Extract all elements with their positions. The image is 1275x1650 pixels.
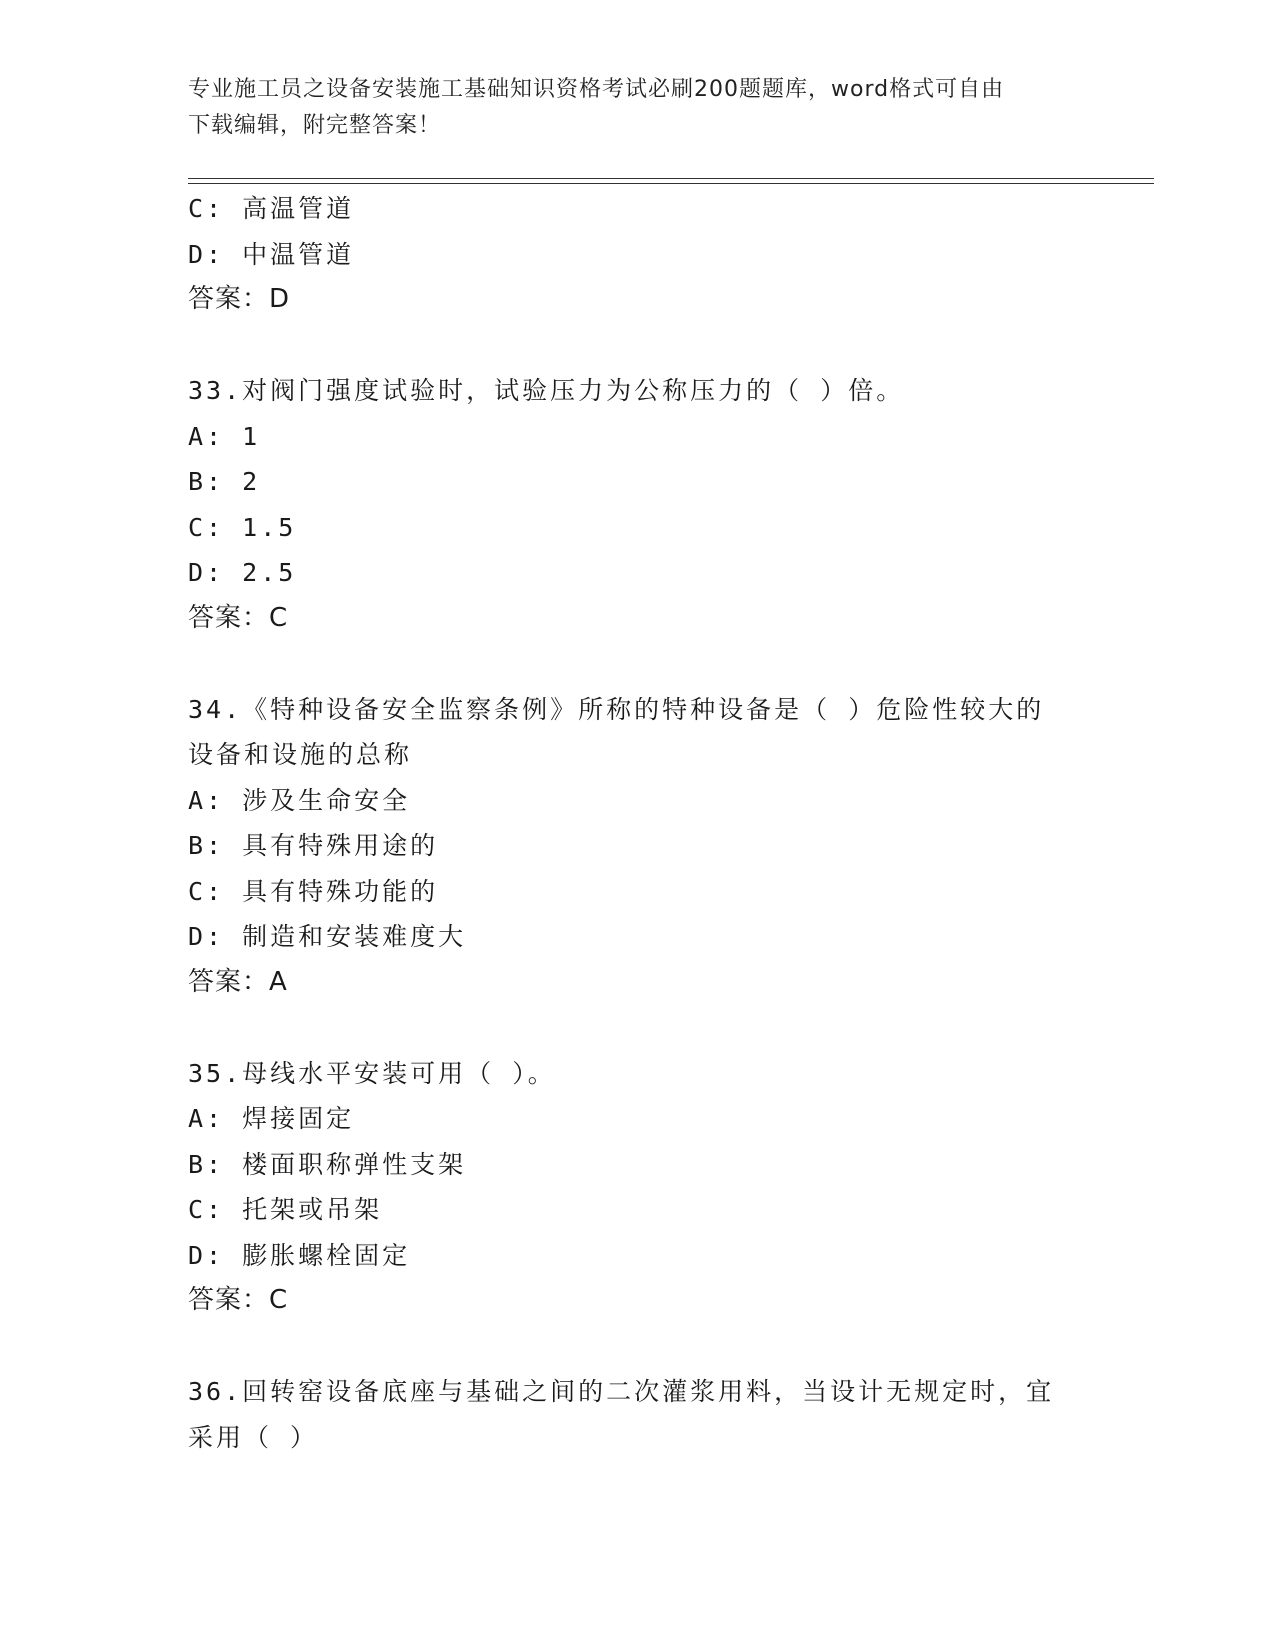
option-b: B: 具有特殊用途的 [188,831,439,860]
question-stem: 33.对阀门强度试验时，试验压力为公称压力的（ ）倍。 [188,376,905,405]
spacer [188,641,1088,687]
question-34 [188,687,1088,1006]
option-b: B: 楼面职称弹性支架 [188,1149,467,1179]
document-header [188,72,1068,144]
header-title-line-1: 专业施工员之设备安装施工基础知识资格考试必刷200题题库，word格式可自由 [188,77,1005,102]
answer-line: 答案：A [188,966,288,997]
option-d: D: 中温管道 [188,239,355,269]
question-fragment-32 [188,186,1088,323]
option-d: D: 2.5 [188,558,297,587]
question-stem: 36.回转窑设备底座与基础之间的二次灌浆用料，当设计无规定时，宜 [188,1377,1055,1406]
option-b: B: 2 [188,467,261,496]
option-c: C: 高温管道 [188,194,355,223]
question-35 [188,1051,1088,1324]
spacer [188,1324,1088,1370]
option-d: D: 制造和安装难度大 [188,922,467,951]
header-divider-bottom [188,183,1154,184]
question-stem-continued: 设备和设施的总称 [188,740,413,769]
question-36 [188,1369,1088,1460]
header-title-line-2: 下载编辑，附完整答案！ [188,113,442,138]
option-a: A: 1 [188,421,261,451]
answer-line: 答案：C [188,1285,289,1315]
answer-line: 答案：D [188,284,291,314]
answer-line: 答案：C [188,602,289,633]
spacer [188,1005,1088,1051]
option-c: C: 1.5 [188,512,297,542]
option-a: A: 焊接固定 [188,1104,355,1133]
question-stem: 34.《特种设备安全监察条例》所称的特种设备是（ ）危险性较大的 [188,694,1045,724]
question-33 [188,368,1088,641]
question-list [188,186,1088,1460]
question-stem: 35.母线水平安装可用（ ）。 [188,1058,556,1088]
option-c: C: 托架或吊架 [188,1195,383,1224]
question-stem-continued: 采用（ ） [188,1422,319,1452]
option-a: A: 涉及生命安全 [188,785,411,815]
header-divider-top [188,178,1154,179]
spacer [188,323,1088,369]
option-c: C: 具有特殊功能的 [188,876,439,906]
option-d: D: 膨胀螺栓固定 [188,1240,411,1270]
